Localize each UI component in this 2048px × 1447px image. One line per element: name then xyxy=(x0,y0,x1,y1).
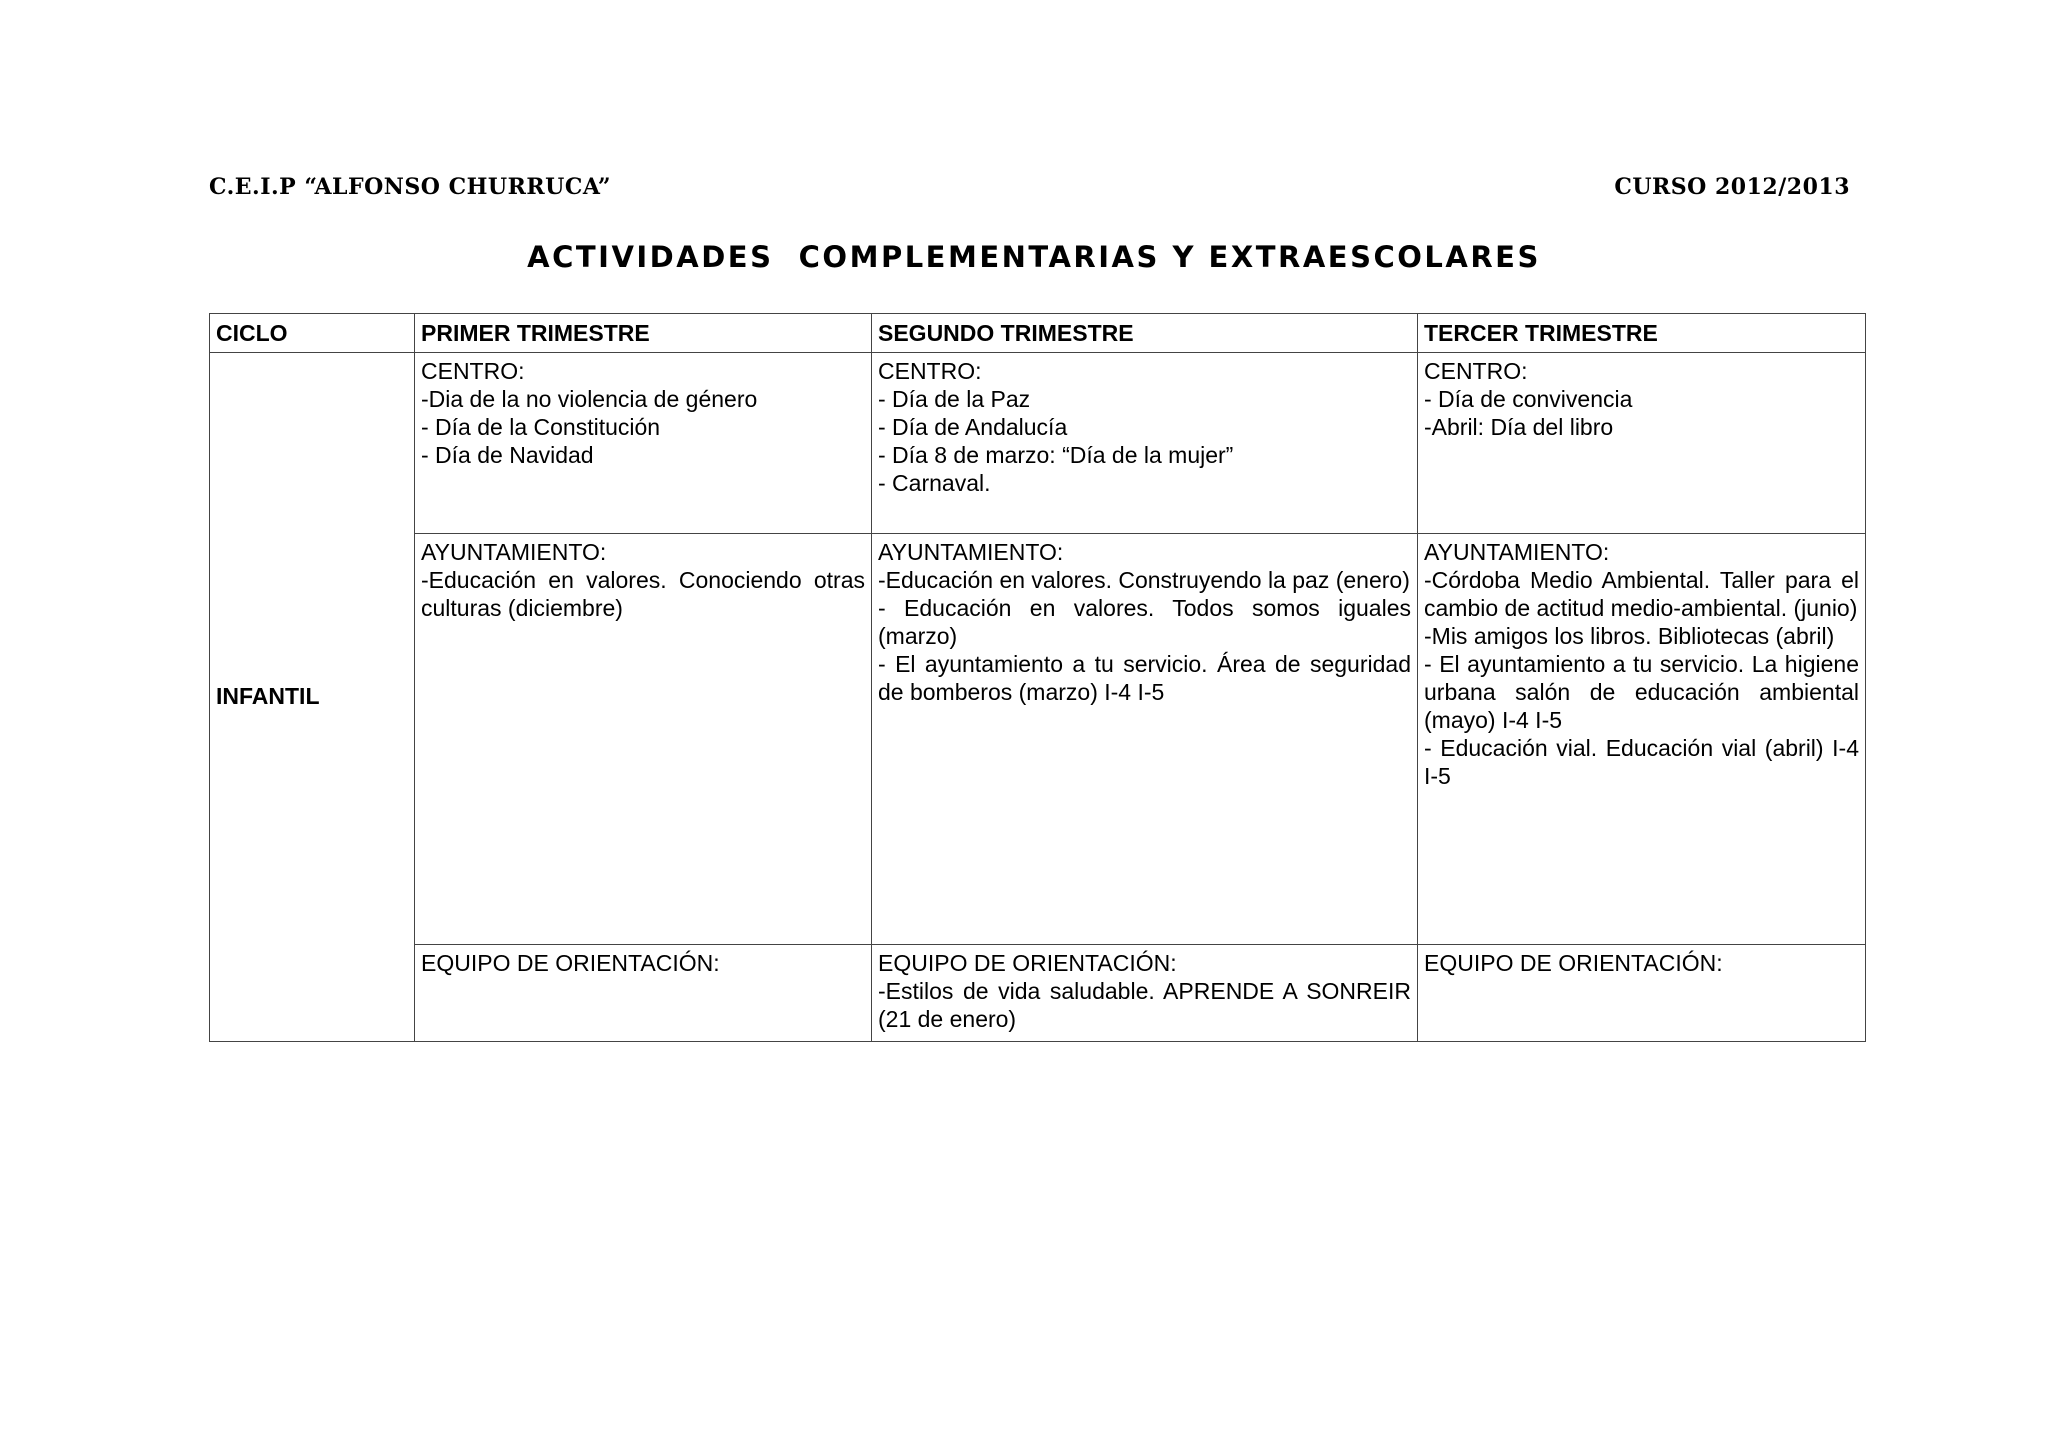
table-row-centro xyxy=(210,353,1866,534)
document-title: ACTIVIDADES COMPLEMENTARIAS Y EXTRAESCOLARES xyxy=(527,240,1541,274)
table-row-equipo-orientacion xyxy=(210,945,1866,1042)
cell-heading: EQUIPO DE ORIENTACIÓN: xyxy=(1424,950,1723,976)
cell-heading: EQUIPO DE ORIENTACIÓN: xyxy=(421,950,720,976)
activity-item: - Educación en valores. Todos somos iguales (marzo) xyxy=(878,595,1411,649)
cell-centro-segundo xyxy=(872,353,1418,534)
cell-equipo-tercer xyxy=(1418,945,1866,1042)
activity-item: - El ayuntamiento a tu servicio. La higiene urbana salón de educación ambiental (mayo) I-4 I-5 xyxy=(1424,651,1859,733)
activity-item: - Día de Navidad xyxy=(421,442,594,468)
cell-ayuntamiento-tercer xyxy=(1418,534,1866,945)
cell-heading: AYUNTAMIENTO: xyxy=(878,539,1064,565)
cell-equipo-segundo xyxy=(872,945,1418,1042)
column-header-ciclo: CICLO xyxy=(210,314,415,353)
cell-heading: AYUNTAMIENTO: xyxy=(421,539,607,565)
column-header-primer-trimestre: PRIMER TRIMESTRE xyxy=(415,314,872,353)
cell-heading: CENTRO: xyxy=(1424,358,1528,384)
activity-item: -Córdoba Medio Ambiental. Taller para el cambio de actitud medio-ambiental. (junio) xyxy=(1424,567,1859,621)
cell-heading: CENTRO: xyxy=(421,358,525,384)
activity-item: -Abril: Día del libro xyxy=(1424,414,1614,440)
activity-item: - Día de la Paz xyxy=(878,386,1031,412)
activity-item: -Dia de la no violencia de género xyxy=(421,386,758,412)
school-name: C.E.I.P “ALFONSO CHURRUCA” xyxy=(209,174,611,200)
activity-item: - Día de Andalucía xyxy=(878,414,1068,440)
activity-item: -Educación en valores. Conociendo otras culturas (diciembre) xyxy=(421,567,865,621)
cell-heading: CENTRO: xyxy=(878,358,982,384)
cell-ayuntamiento-segundo xyxy=(872,534,1418,945)
cell-heading: AYUNTAMIENTO: xyxy=(1424,539,1610,565)
activity-item: - Día de convivencia xyxy=(1424,386,1633,412)
activity-item: - Carnaval. xyxy=(878,470,991,496)
activity-item: -Mis amigos los libros. Bibliotecas (abril) xyxy=(1424,623,1835,649)
ciclo-cell: INFANTIL xyxy=(210,353,415,1042)
cell-centro-primer xyxy=(415,353,872,534)
cell-ayuntamiento-primer xyxy=(415,534,872,945)
cell-heading: EQUIPO DE ORIENTACIÓN: xyxy=(878,950,1177,976)
activities-table xyxy=(209,313,1866,1042)
table-header-row xyxy=(210,314,1866,353)
cell-equipo-primer xyxy=(415,945,872,1042)
column-header-tercer-trimestre: TERCER TRIMESTRE xyxy=(1418,314,1866,353)
activity-item: - Educación vial. Educación vial (abril) I-4 I-5 xyxy=(1424,735,1859,789)
activity-item: -Estilos de vida saludable. APRENDE A SONREIR (21 de enero) xyxy=(878,978,1411,1032)
cell-centro-tercer xyxy=(1418,353,1866,534)
column-header-segundo-trimestre: SEGUNDO TRIMESTRE xyxy=(872,314,1418,353)
school-year: CURSO 2012/2013 xyxy=(1614,174,1850,200)
activity-item: - El ayuntamiento a tu servicio. Área de seguridad de bomberos (marzo) I-4 I-5 xyxy=(878,651,1411,705)
table-row-ayuntamiento xyxy=(210,534,1866,945)
activity-item: - Día 8 de marzo: “Día de la mujer” xyxy=(878,442,1234,468)
activity-item: -Educación en valores. Construyendo la paz (enero) xyxy=(878,567,1410,593)
activity-item: - Día de la Constitución xyxy=(421,414,661,440)
